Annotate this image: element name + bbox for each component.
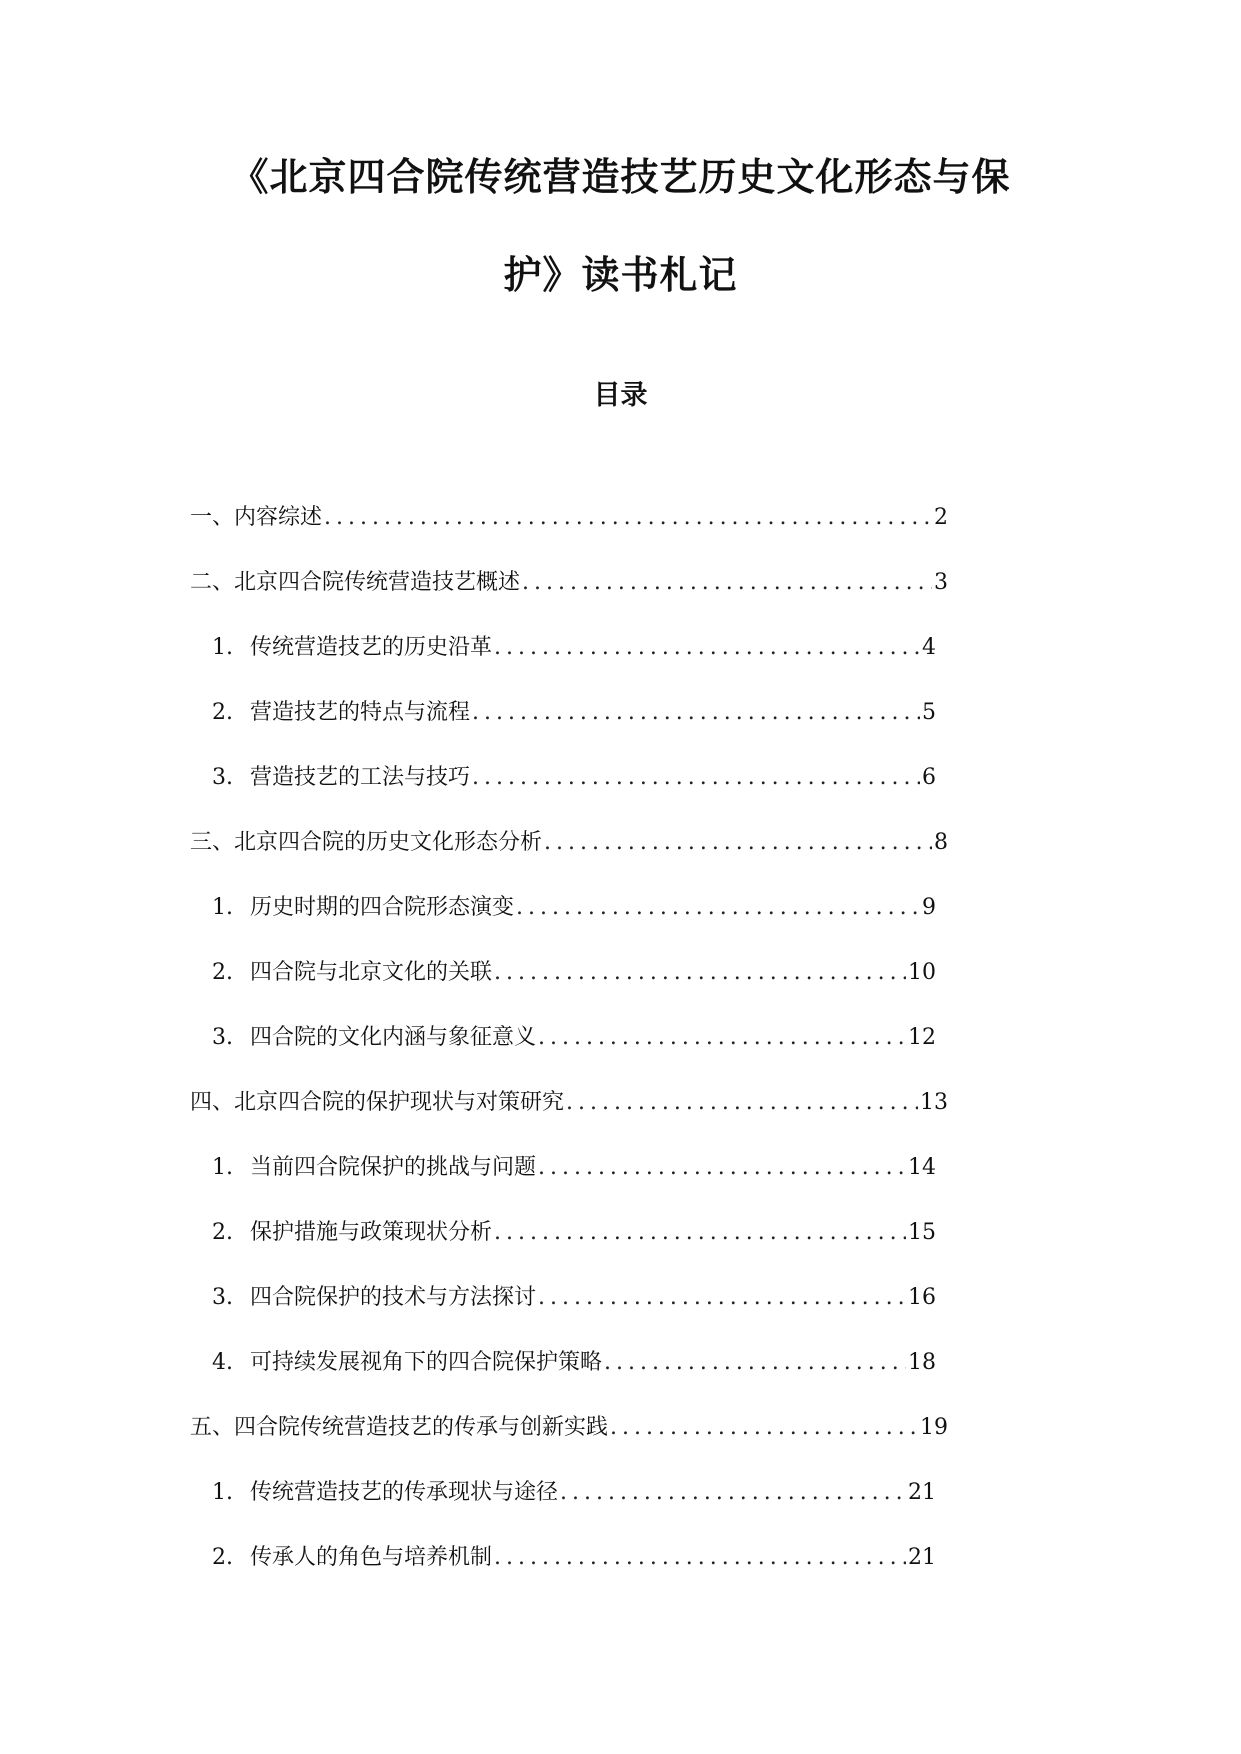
- toc-entry-number: 3.: [212, 1284, 233, 1310]
- toc-entry-number: 2.: [212, 1544, 233, 1570]
- toc-entry-page-number: 21: [908, 1479, 936, 1505]
- toc-dot-leader: [538, 1153, 906, 1183]
- toc-entry[interactable]: [190, 1395, 948, 1460]
- toc-entry[interactable]: [212, 680, 936, 745]
- toc-entry-number: 1.: [212, 634, 233, 660]
- toc-entry-number: 1.: [212, 894, 233, 920]
- toc-dot-leader: [472, 763, 920, 793]
- toc-entry-label: 传承人的角色与培养机制: [250, 1544, 493, 1570]
- toc-entry-page-number: 10: [908, 959, 936, 985]
- toc-entry-label: 四合院的文化内涵与象征意义: [250, 1024, 537, 1050]
- toc-entry-number: 3.: [212, 1024, 233, 1050]
- toc-entry-page-number: 3: [934, 569, 948, 595]
- toc-entry-page-number: 15: [908, 1219, 936, 1245]
- toc-entry-number: 3.: [212, 764, 233, 790]
- toc-entry-label: 营造技艺的特点与流程: [250, 699, 471, 725]
- toc-entry-number: 2.: [212, 1219, 233, 1245]
- toc-entry-page-number: 6: [922, 764, 936, 790]
- toc-entry[interactable]: [212, 1265, 936, 1330]
- toc-entry[interactable]: [212, 1525, 936, 1590]
- toc-entry[interactable]: [190, 550, 948, 615]
- toc-entry[interactable]: [190, 810, 948, 875]
- toc-entry-page-number: 18: [908, 1349, 936, 1375]
- toc-dot-leader: [560, 1478, 906, 1508]
- toc-entry-label: 四、北京四合院的保护现状与对策研究: [190, 1089, 565, 1115]
- toc-entry[interactable]: [212, 875, 936, 940]
- document-title-line-1: 《北京四合院传统营造技艺历史文化形态与保: [230, 155, 1011, 199]
- toc-entry-page-number: 12: [908, 1024, 936, 1050]
- toc-entry[interactable]: [190, 485, 948, 550]
- toc-dot-leader: [604, 1348, 906, 1378]
- toc-entry-number: 2.: [212, 699, 233, 725]
- toc-dot-leader: [566, 1088, 918, 1118]
- toc-dot-leader: [538, 1283, 906, 1313]
- toc-entry-page-number: 9: [922, 894, 936, 920]
- toc-entry-page-number: 21: [908, 1544, 936, 1570]
- toc-entry[interactable]: [212, 1005, 936, 1070]
- toc-entry-page-number: 8: [934, 829, 948, 855]
- toc-dot-leader: [472, 698, 920, 728]
- toc-dot-leader: [538, 1023, 906, 1053]
- toc-dot-leader: [544, 828, 932, 858]
- toc-entry[interactable]: [190, 1070, 948, 1135]
- toc-entry-label: 传统营造技艺的传承现状与途径: [250, 1479, 559, 1505]
- toc-entry-label: 三、北京四合院的历史文化形态分析: [190, 829, 543, 855]
- toc-entry-page-number: 19: [920, 1414, 948, 1440]
- toc-entry-label: 营造技艺的工法与技巧: [250, 764, 471, 790]
- toc-entry[interactable]: [212, 940, 936, 1005]
- toc-dot-leader: [324, 503, 932, 533]
- toc-dot-leader: [494, 633, 920, 663]
- toc-entry-number: 4.: [212, 1349, 233, 1375]
- toc-entry-label: 保护措施与政策现状分析: [250, 1219, 493, 1245]
- toc-entry[interactable]: [212, 1330, 936, 1395]
- toc-entry[interactable]: [212, 1460, 936, 1525]
- toc-entry-label: 四合院与北京文化的关联: [250, 959, 493, 985]
- toc-entry-page-number: 2: [934, 504, 948, 530]
- toc-entry-page-number: 4: [922, 634, 936, 660]
- toc-entry-number: 1.: [212, 1479, 233, 1505]
- toc-entry-page-number: 16: [908, 1284, 936, 1310]
- toc-entry-number: 2.: [212, 959, 233, 985]
- toc-entry-label: 传统营造技艺的历史沿革: [250, 634, 493, 660]
- toc-entry[interactable]: [212, 1135, 936, 1200]
- toc-entry-page-number: 14: [908, 1154, 936, 1180]
- toc-entry-label: 五、四合院传统营造技艺的传承与创新实践: [190, 1414, 609, 1440]
- toc-entry-label: 当前四合院保护的挑战与问题: [250, 1154, 537, 1180]
- toc-dot-leader: [494, 1218, 906, 1248]
- toc-entry-page-number: 13: [920, 1089, 948, 1115]
- toc-entry-label: 一、内容综述: [190, 504, 323, 530]
- document-title-line-2: 护》读书札记: [503, 253, 738, 297]
- toc-entry[interactable]: [212, 745, 936, 810]
- toc-dot-leader: [522, 568, 932, 598]
- toc-entry-label: 四合院保护的技术与方法探讨: [250, 1284, 537, 1310]
- toc-entry-page-number: 5: [922, 699, 936, 725]
- toc-entry[interactable]: [212, 615, 936, 680]
- toc-entry[interactable]: [212, 1200, 936, 1265]
- toc-dot-leader: [516, 893, 920, 923]
- toc-entry-number: 1.: [212, 1154, 233, 1180]
- toc-heading: 目录: [593, 380, 648, 411]
- toc-dot-leader: [494, 958, 906, 988]
- toc-entry-label: 历史时期的四合院形态演变: [250, 894, 515, 920]
- toc-dot-leader: [494, 1543, 906, 1573]
- toc-dot-leader: [610, 1413, 918, 1443]
- table-of-contents: [0, 485, 1241, 1590]
- toc-entry-label: 可持续发展视角下的四合院保护策略: [250, 1349, 603, 1375]
- toc-entry-label: 二、北京四合院传统营造技艺概述: [190, 569, 521, 595]
